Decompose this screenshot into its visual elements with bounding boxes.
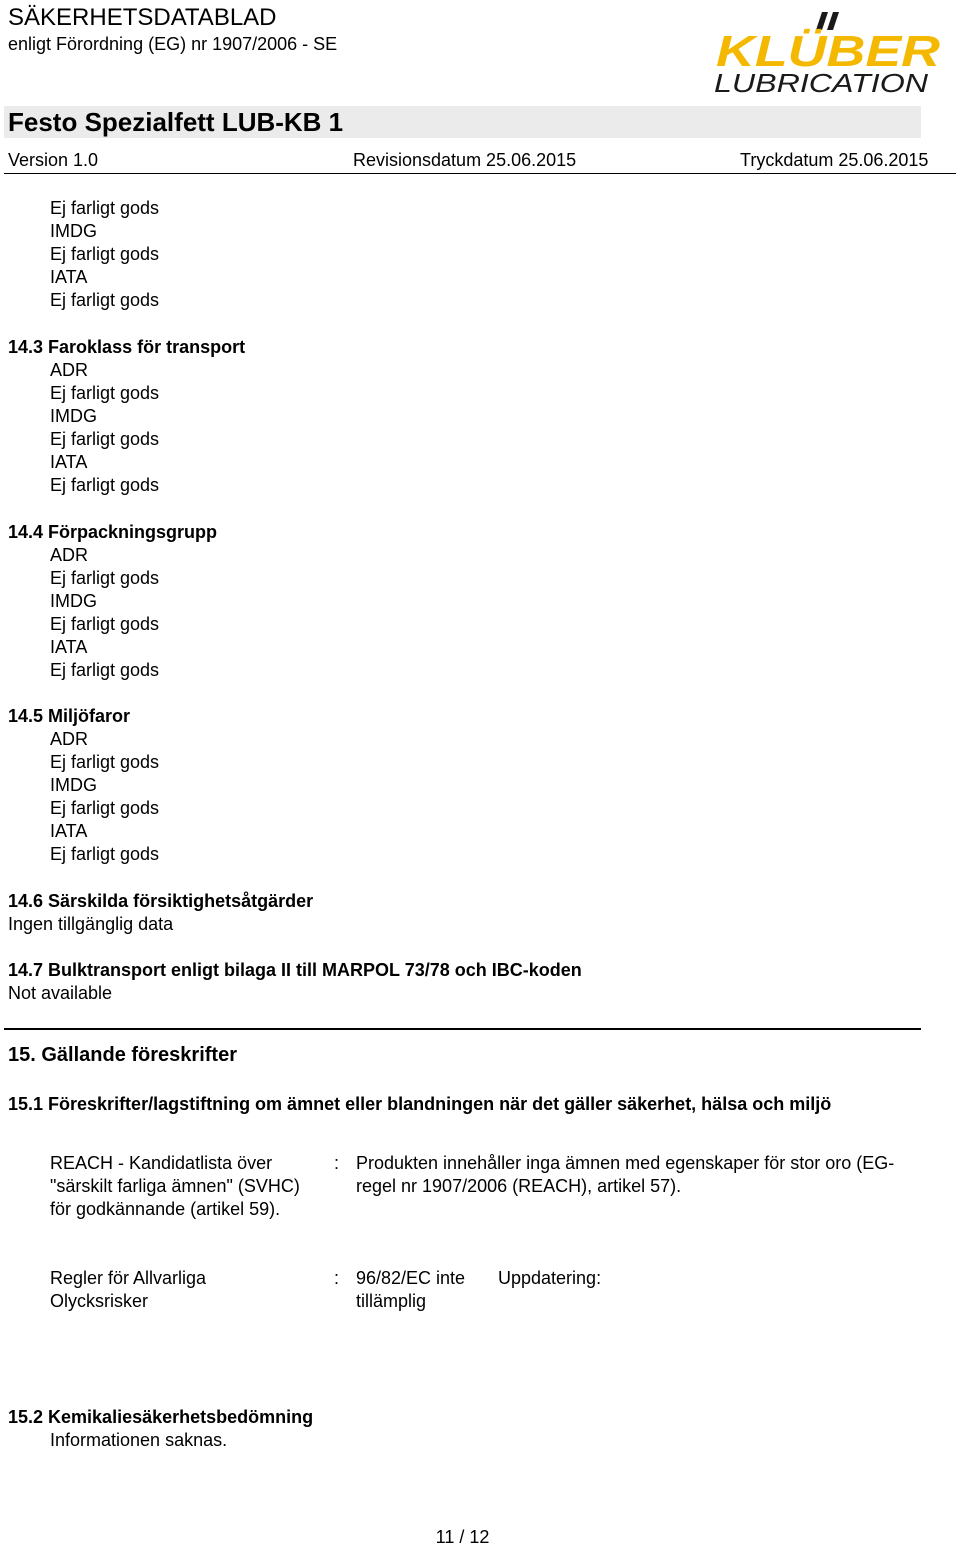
list-item: IMDG	[50, 775, 97, 795]
list-item: Ej farligt gods	[50, 290, 160, 310]
section-divider	[4, 1028, 921, 1030]
section-15-title: 15. Gällande föreskrifter	[8, 1044, 237, 1066]
section-14-6	[8, 890, 313, 936]
page-number: 11 / 12	[435, 1527, 490, 1547]
transport-continuation	[50, 197, 159, 312]
section-15-2-text: Informationen saknas.	[50, 1430, 228, 1450]
logo-brand-text: KLÜBER	[716, 27, 941, 76]
revision-date: Revisionsdatum 25.06.2015	[353, 150, 577, 170]
list-item: Ej farligt gods	[50, 798, 160, 818]
list-item: Ej farligt gods	[50, 844, 160, 864]
logo-tagline-text: LUBRICATION	[714, 68, 929, 96]
section-14-3	[8, 336, 245, 497]
product-name: Festo Spezialfett LUB-KB 1	[8, 107, 344, 137]
list-item: IATA	[50, 452, 88, 472]
list-item: Ej farligt gods	[50, 660, 160, 680]
list-item: IATA	[50, 821, 88, 841]
regulation-subtitle: enligt Förordning (EG) nr 1907/2006 - SE	[8, 34, 338, 54]
seveso-value: 96/82/EC inte tillämplig	[356, 1268, 466, 1311]
kluber-lubrication-logo	[712, 10, 944, 96]
section-15-2-heading: 15.2 Kemikaliesäkerhetsbedömning	[8, 1407, 314, 1427]
list-item: Ej farligt gods	[50, 198, 160, 218]
list-item: IMDG	[50, 221, 97, 241]
section-15-1-heading: 15.1 Föreskrifter/lagstiftning om ämnet eller blandningen när det gäller säkerhet, hälsa och miljö	[8, 1094, 832, 1114]
list-item: Ingen tillgänglig data	[8, 914, 174, 934]
header-divider	[4, 173, 956, 174]
reach-colon: :	[334, 1153, 340, 1173]
list-item: Ej farligt gods	[50, 429, 160, 449]
list-item: ADR	[50, 545, 89, 565]
print-date: Tryckdatum 25.06.2015	[740, 150, 929, 170]
list-item: IMDG	[50, 406, 97, 426]
list-item: IATA	[50, 637, 88, 657]
section-14-4	[8, 521, 217, 682]
list-item: Ej farligt gods	[50, 752, 160, 772]
seveso-update-label: Uppdatering:	[498, 1268, 602, 1288]
document-title: SÄKERHETSDATABLAD	[8, 4, 277, 31]
list-item: Ej farligt gods	[50, 568, 160, 588]
version-label: Version 1.0	[8, 150, 99, 170]
section-heading: 14.4 Förpackningsgrupp	[8, 522, 218, 542]
section-14-7	[8, 959, 582, 1005]
seveso-colon: :	[334, 1268, 340, 1288]
section-14-5	[8, 705, 159, 866]
reach-value: Produkten innehåller inga ämnen med egenskaper för stor oro (EG-regel nr 1907/2006 (REACH), artikel 57).	[356, 1153, 895, 1196]
list-item: Ej farligt gods	[50, 614, 160, 634]
section-heading: 14.6 Särskilda försiktighetsåtgärder	[8, 891, 314, 911]
list-item: Ej farligt gods	[50, 244, 160, 264]
section-heading: 14.7 Bulktransport enligt bilaga II till MARPOL 73/78 och IBC-koden	[8, 960, 582, 980]
list-item: Ej farligt gods	[50, 383, 160, 403]
reach-label: REACH - Kandidatlista över "särskilt farliga ämnen" (SVHC) för godkännande (artikel 59).	[50, 1153, 300, 1219]
seveso-label: Regler för Allvarliga Olycksrisker	[50, 1268, 207, 1311]
list-item: IMDG	[50, 591, 97, 611]
section-heading: 14.3 Faroklass för transport	[8, 337, 246, 357]
section-heading: 14.5 Miljöfaror	[8, 706, 131, 726]
list-item: Ej farligt gods	[50, 475, 160, 495]
list-item: Not available	[8, 983, 113, 1003]
list-item: ADR	[50, 729, 89, 749]
list-item: IATA	[50, 267, 88, 287]
list-item: ADR	[50, 360, 89, 380]
